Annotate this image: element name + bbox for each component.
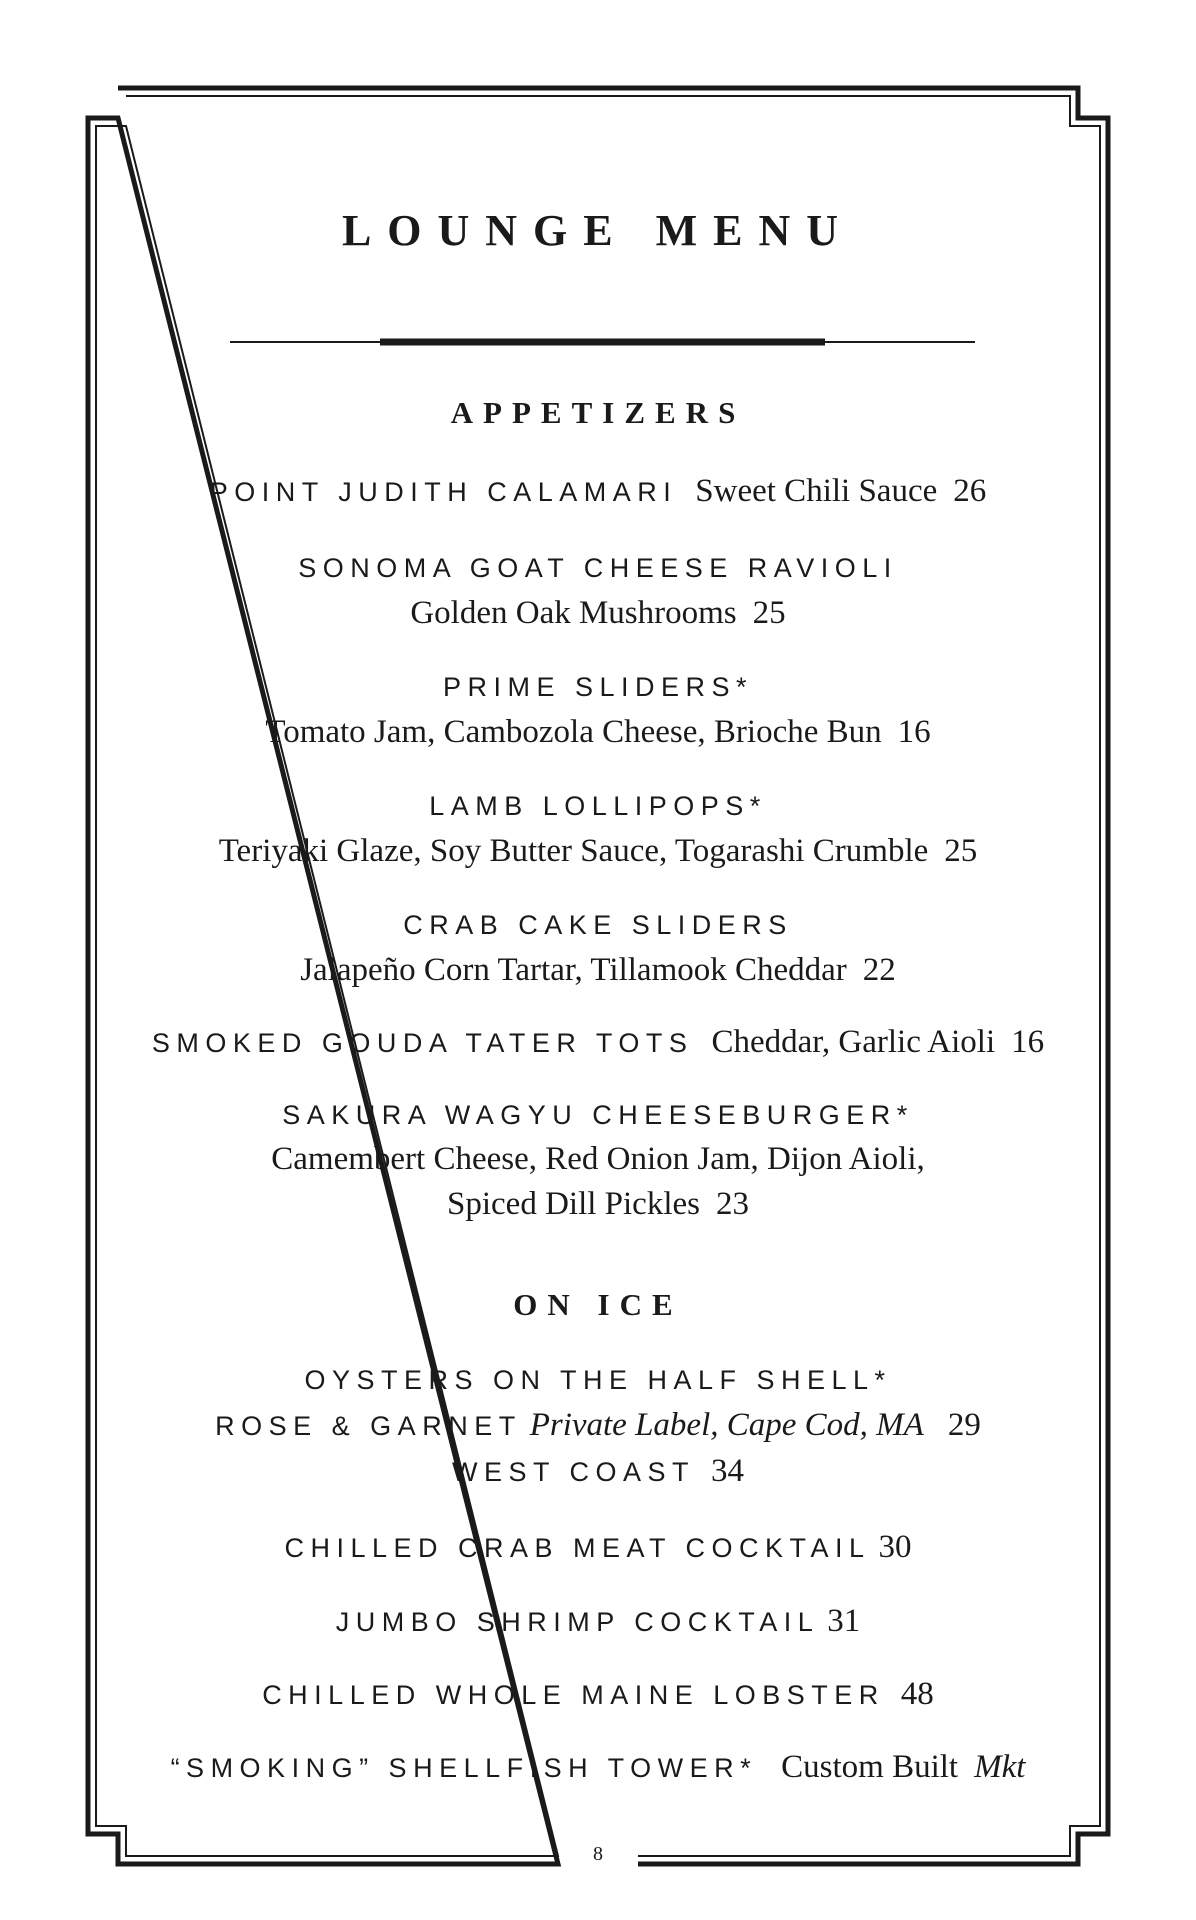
item-price: 22 (862, 952, 896, 988)
item-price: 48 (900, 1676, 934, 1712)
item-name: OYSTERS ON THE HALF SHELL* (304, 1365, 892, 1395)
item-price: Mkt (974, 1749, 1026, 1785)
menu-item (0, 784, 1196, 873)
appetizers-heading: APPETIZERS (450, 395, 746, 430)
item-name: ROSE & GARNET (215, 1411, 522, 1441)
menu-item (0, 1744, 1196, 1790)
item-description: Sweet Chili Sauce (695, 473, 938, 509)
item-name: PRIME SLIDERS* (442, 672, 754, 702)
item-name: WEST COAST (451, 1457, 696, 1487)
item-name: SMOKED GOUDA TATER TOTS (151, 1028, 694, 1058)
item-name: CRAB CAKE SLIDERS (403, 910, 793, 940)
item-name: SONOMA GOAT CHEESE RAVIOLI (298, 553, 898, 583)
menu-item (0, 546, 1196, 635)
item-name: POINT JUDITH CALAMARI (209, 477, 678, 507)
menu-item (0, 468, 1196, 514)
item-price: 25 (944, 833, 978, 869)
item-description: Tomato Jam, Cambozola Cheese, Brioche Bun (265, 714, 882, 750)
item-description: Private Label, Cape Cod, MA (529, 1407, 924, 1443)
item-description: Golden Oak Mushrooms (410, 595, 737, 631)
item-price: 30 (878, 1529, 912, 1565)
item-price: 26 (953, 473, 987, 509)
item-price: 34 (711, 1453, 745, 1489)
item-price: 29 (947, 1407, 981, 1443)
item-name: CHILLED CRAB MEAT COCKTAIL (284, 1533, 871, 1563)
item-description: Cheddar, Garlic Aioli (711, 1024, 996, 1060)
item-name: JUMBO SHRIMP COCKTAIL (335, 1607, 820, 1637)
menu-item (0, 1671, 1196, 1717)
menu-item (0, 665, 1196, 754)
menu-item (0, 903, 1196, 992)
menu-item (0, 1598, 1196, 1644)
on-ice-heading: ON ICE (513, 1287, 683, 1322)
item-price: 31 (827, 1603, 861, 1639)
menu-item (0, 1093, 1196, 1226)
item-name: CHILLED WHOLE MAINE LOBSTER (262, 1680, 885, 1710)
menu-item (0, 1019, 1196, 1065)
item-name: “SMOKING” SHELLFISH TOWER* (170, 1753, 758, 1783)
item-price: 25 (752, 595, 786, 631)
item-description: Custom Built (781, 1749, 959, 1785)
item-price: 23 (715, 1186, 749, 1222)
menu-item (0, 1524, 1196, 1570)
item-name: LAMB LOLLIPOPS* (429, 791, 767, 821)
item-price: 16 (1011, 1024, 1045, 1060)
item-description: Spiced Dill Pickles (447, 1186, 700, 1222)
item-description: Jalapeño Corn Tartar, Tillamook Cheddar (300, 952, 847, 988)
item-name: SAKURA WAGYU CHEESEBURGER* (282, 1100, 914, 1130)
item-price: 16 (897, 714, 931, 750)
menu-title: LOUNGE MENU (341, 206, 855, 255)
oysters-item (0, 1358, 1196, 1494)
item-description: Camembert Cheese, Red Onion Jam, Dijon Aioli, (271, 1141, 925, 1177)
page-number: 8 (593, 1843, 603, 1865)
item-description: Teriyaki Glaze, Soy Butter Sauce, Togarashi Crumble (218, 833, 929, 869)
